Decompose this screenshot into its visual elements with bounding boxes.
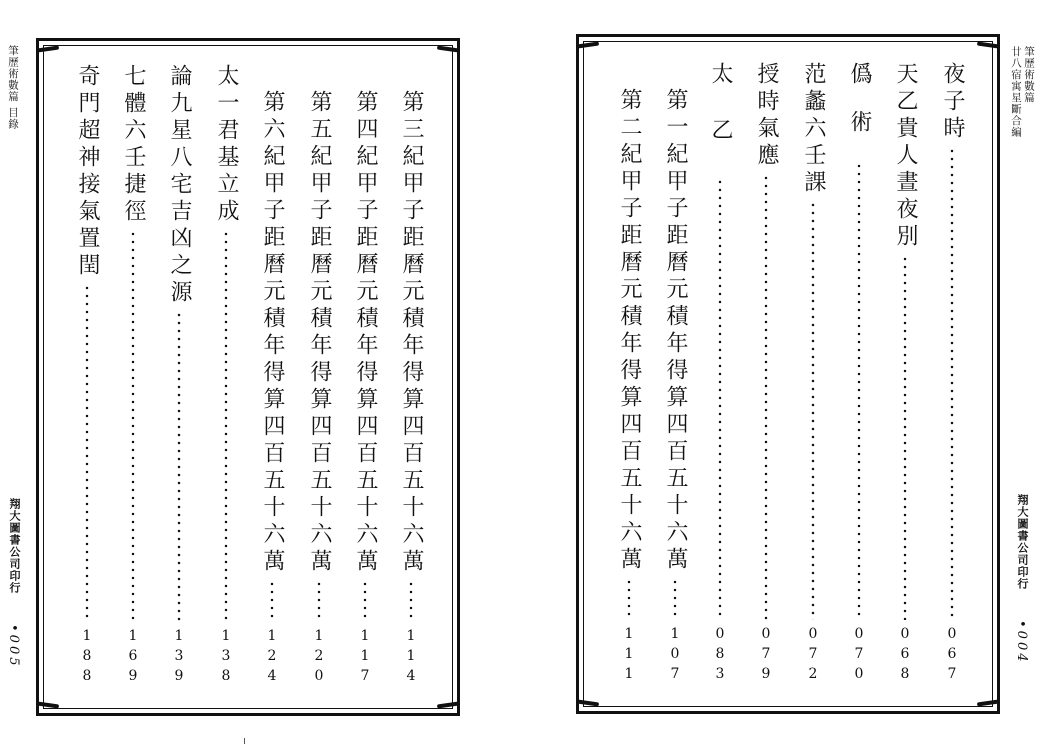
toc-entry-page: 068 [897, 626, 913, 686]
toc-entry-page: 188 [79, 628, 95, 688]
toc-entry-title: 天乙貴人晝夜別 [893, 62, 918, 251]
toc-entry-title: 僞術 [847, 62, 872, 158]
right-publisher-imprint: 翔大圖書公司印行 [1016, 494, 1029, 590]
toc-entry-page: 107 [667, 626, 683, 686]
dot-leader [131, 230, 135, 622]
toc-entry [118, 64, 148, 688]
toc-entry-title: 范蠡六壬課 [801, 62, 826, 197]
toc-entry [798, 62, 828, 686]
toc-entry [164, 64, 194, 688]
frame-corner [37, 701, 59, 708]
right-running-head: 筆歷術數篇 [1023, 46, 1035, 104]
toc-entry-title: 授時氣應 [754, 62, 779, 170]
toc-entry [211, 64, 241, 688]
frame-corner [577, 699, 599, 706]
dot-leader [764, 174, 768, 620]
toc-entry [72, 64, 102, 688]
toc-entry-title: 第一紀甲子距曆元積年得算四百五十六萬 [663, 88, 688, 574]
toc-entry-page: 111 [621, 626, 637, 686]
page-fold-mark [244, 738, 245, 744]
frame-corner [437, 701, 459, 708]
toc-entry-title: 奇門超神接氣置閏 [75, 64, 100, 280]
dot-leader [224, 230, 228, 622]
dot-leader [950, 147, 954, 620]
toc-entry-title: 第五紀甲子距曆元積年得算四百五十六萬 [307, 90, 332, 576]
toc-entry [614, 88, 644, 686]
dot-leader [177, 311, 181, 622]
toc-entry-page: 120 [311, 628, 327, 688]
left-running-head: 筆歷術數篇 目錄 [7, 45, 19, 130]
dot-leader [673, 578, 677, 620]
toc-entry-title: 太一君基立成 [214, 64, 239, 226]
dot-leader [85, 284, 89, 622]
toc-entry [844, 62, 874, 686]
toc-entry-page: 169 [125, 628, 141, 688]
toc-entry-page: 124 [264, 628, 280, 688]
toc-entry-page: 114 [403, 628, 419, 688]
toc-entry [937, 62, 967, 686]
left-page-number: •005 [6, 624, 21, 669]
frame-corner [577, 41, 599, 48]
dot-leader [409, 580, 413, 622]
dot-leader [363, 580, 367, 622]
left-publisher-imprint: 翔大圖書公司印行 [8, 498, 21, 594]
toc-entry [257, 90, 287, 688]
toc-entry [350, 90, 380, 688]
frame-corner [977, 41, 999, 48]
dot-leader [903, 255, 907, 620]
toc-entry-title: 第三紀甲子距曆元積年得算四百五十六萬 [399, 90, 424, 576]
toc-entry-title: 第四紀甲子距曆元積年得算四百五十六萬 [353, 90, 378, 576]
dot-leader [317, 580, 321, 622]
toc-entry-title: 七體六壬捷徑 [121, 64, 146, 226]
right-running-head-2: 廿八宿寓星斷合編 [1010, 46, 1022, 138]
toc-entry [705, 62, 735, 686]
toc-entry-title: 夜子時 [940, 62, 965, 143]
toc-entry-page: 139 [171, 628, 187, 688]
toc-entry-title: 論九星八宅吉凶之源 [167, 64, 192, 307]
dot-leader [857, 162, 861, 620]
frame-corner [37, 45, 59, 52]
dot-leader [270, 580, 274, 622]
toc-entry [396, 90, 426, 688]
toc-entry [660, 88, 690, 686]
dot-leader [627, 578, 631, 620]
frame-corner [437, 45, 459, 52]
toc-entry [751, 62, 781, 686]
toc-entry-page: 138 [218, 628, 234, 688]
toc-entry [890, 62, 920, 686]
toc-entry-title: 第二紀甲子距曆元積年得算四百五十六萬 [617, 88, 642, 574]
toc-entry-page: 072 [805, 626, 821, 686]
toc-entry [304, 90, 334, 688]
toc-entry-page: 067 [944, 626, 960, 686]
toc-entry-page: 079 [758, 626, 774, 686]
dot-leader [718, 178, 722, 620]
toc-entry-title: 太乙 [708, 62, 733, 174]
frame-corner [977, 699, 999, 706]
toc-entry-page: 083 [712, 626, 728, 686]
toc-entry-page: 070 [851, 626, 867, 686]
toc-entry-page: 117 [357, 628, 373, 688]
right-page-number: •004 [1014, 620, 1029, 665]
toc-entry-title: 第六紀甲子距曆元積年得算四百五十六萬 [260, 90, 285, 576]
dot-leader [811, 201, 815, 620]
